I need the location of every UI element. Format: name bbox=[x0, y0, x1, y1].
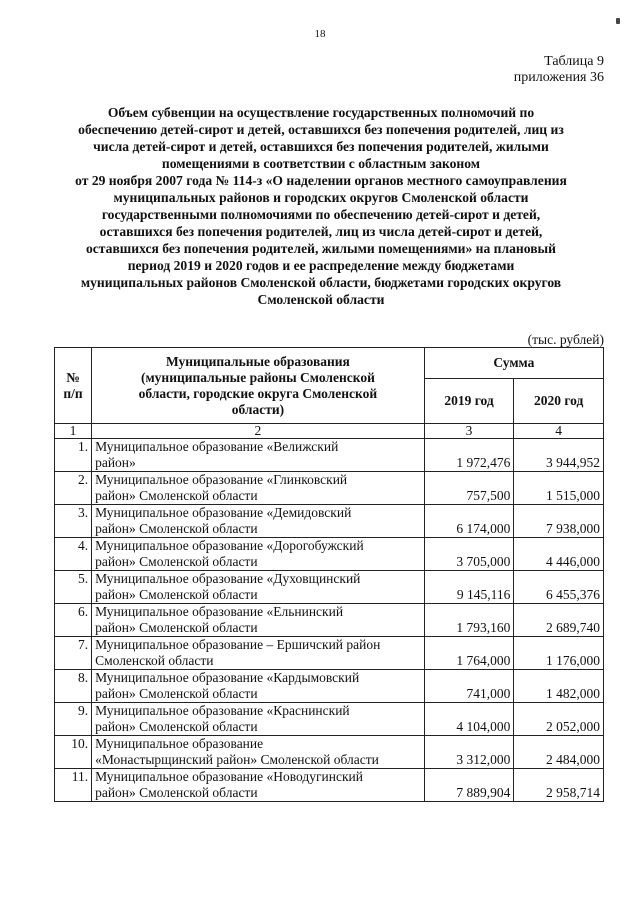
document-title bbox=[56, 104, 586, 308]
municipality-name-line: район» Смоленской области bbox=[95, 686, 258, 701]
municipality-name bbox=[92, 472, 425, 505]
municipality-name bbox=[92, 703, 425, 736]
municipality-name-line: район» Смоленской области bbox=[95, 554, 258, 569]
amount-2020: 1 515,000 bbox=[514, 472, 604, 505]
municipality-name-line: Муниципальное образование – Ершичский район bbox=[95, 637, 381, 652]
row-number: 1. bbox=[55, 439, 92, 472]
municipality-name-line: Муниципальное образование «Ельнинский bbox=[95, 604, 344, 619]
amount-2019: 1 764,000 bbox=[424, 637, 514, 670]
subsidy-table bbox=[54, 347, 604, 802]
amount-2019: 1 972,476 bbox=[424, 439, 514, 472]
title-line: от 29 ноября 2007 года № 114-з «О наделении органов местного самоуправления bbox=[75, 173, 567, 188]
title-line: государственными полномочиями по обеспечению детей-сирот и детей, bbox=[101, 207, 541, 222]
municipality-name bbox=[92, 670, 425, 703]
municipality-name-line: Муниципальное образование «Дорогобужский bbox=[95, 538, 364, 553]
amount-2020: 2 484,000 bbox=[514, 736, 604, 769]
municipality-name-line: район» Смоленской области bbox=[95, 785, 258, 800]
municipality-name bbox=[92, 637, 425, 670]
title-line: оставшихся без попечения родителей, жилыми помещениями» на плановый bbox=[85, 241, 557, 256]
table-row bbox=[55, 472, 604, 505]
municipality-name bbox=[92, 439, 425, 472]
municipality-name bbox=[92, 538, 425, 571]
title-line: муниципальных районов и городских округов Смоленской области bbox=[113, 190, 529, 205]
header-municipality-line: области) bbox=[231, 401, 285, 417]
municipality-name bbox=[92, 769, 425, 802]
table-row bbox=[55, 769, 604, 802]
header-sum: Сумма bbox=[424, 348, 603, 379]
amount-2019: 4 104,000 bbox=[424, 703, 514, 736]
municipality-name-line: «Монастырщинский район» Смоленской области bbox=[95, 752, 379, 767]
table-row bbox=[55, 637, 604, 670]
header-number bbox=[55, 348, 92, 424]
header-year-2020: 2020 год bbox=[514, 379, 604, 424]
amount-2020: 4 446,000 bbox=[514, 538, 604, 571]
row-number: 7. bbox=[55, 637, 92, 670]
column-index: 1 bbox=[55, 424, 92, 439]
row-number: 4. bbox=[55, 538, 92, 571]
header-municipality-line: Муниципальные образования bbox=[165, 353, 350, 369]
caption-line-1: Таблица 9 bbox=[544, 54, 604, 69]
header-municipality-line: области, городские округа Смоленской bbox=[138, 385, 378, 401]
title-line: обеспечению детей-сирот и детей, оставшихся без попечения родителей, лиц из bbox=[78, 122, 564, 137]
municipality-name bbox=[92, 604, 425, 637]
amount-2019: 741,000 bbox=[424, 670, 514, 703]
table-row bbox=[55, 571, 604, 604]
amount-2019: 9 145,116 bbox=[424, 571, 514, 604]
municipality-name-line: район» Смоленской области bbox=[95, 488, 258, 503]
column-index: 3 bbox=[424, 424, 514, 439]
row-number: 5. bbox=[55, 571, 92, 604]
municipality-name-line: Муниципальное образование bbox=[95, 736, 264, 751]
municipality-name-line: район» Смоленской области bbox=[95, 587, 258, 602]
title-line: помещениями в соответствии с областным законом bbox=[161, 156, 481, 171]
title-line: Смоленской области bbox=[257, 292, 385, 307]
amount-2020: 6 455,376 bbox=[514, 571, 604, 604]
caption-line-2: приложения 36 bbox=[513, 70, 604, 85]
municipality-name-line: район» Смоленской области bbox=[95, 719, 258, 734]
title-line: числа детей-сирот и детей, оставшихся без попечения родителей, жилыми bbox=[93, 139, 549, 154]
amount-2020: 1 176,000 bbox=[514, 637, 604, 670]
title-line: Объем субвенции на осуществление государственных полномочий по bbox=[107, 105, 535, 120]
title-line: период 2019 и 2020 годов и ее распределение между бюджетами bbox=[127, 258, 515, 273]
municipality-name-line: Муниципальное образование «Велижский bbox=[95, 439, 339, 454]
header-number-line: п/п bbox=[63, 385, 83, 401]
row-number: 10. bbox=[55, 736, 92, 769]
amount-2019: 3 312,000 bbox=[424, 736, 514, 769]
amount-2020: 3 944,952 bbox=[514, 439, 604, 472]
municipality-name-line: Смоленской области bbox=[95, 653, 214, 668]
header-year-2019: 2019 год bbox=[424, 379, 514, 424]
municipality-name-line: Муниципальное образование «Глинковский bbox=[95, 472, 348, 487]
municipality-name-line: Муниципальное образование «Демидовский bbox=[95, 505, 352, 520]
amount-2019: 3 705,000 bbox=[424, 538, 514, 571]
amount-2020: 1 482,000 bbox=[514, 670, 604, 703]
row-number: 9. bbox=[55, 703, 92, 736]
table-row bbox=[55, 538, 604, 571]
table-row bbox=[55, 505, 604, 538]
table-row bbox=[55, 736, 604, 769]
row-number: 3. bbox=[55, 505, 92, 538]
municipality-name-line: Муниципальное образование «Кардымовский bbox=[95, 670, 360, 685]
municipality-name-line: район» Смоленской области bbox=[95, 521, 258, 536]
column-index: 2 bbox=[92, 424, 425, 439]
table-row bbox=[55, 439, 604, 472]
table-row bbox=[55, 670, 604, 703]
municipality-name-line: район» Смоленской области bbox=[95, 620, 258, 635]
row-number: 6. bbox=[55, 604, 92, 637]
header-municipality-line: (муниципальные районы Смоленской bbox=[140, 369, 375, 385]
amount-2020: 2 052,000 bbox=[514, 703, 604, 736]
scan-speck bbox=[616, 18, 620, 24]
amount-2020: 2 689,740 bbox=[514, 604, 604, 637]
column-index: 4 bbox=[514, 424, 604, 439]
table-row bbox=[55, 604, 604, 637]
table-caption bbox=[514, 54, 604, 86]
row-number: 2. bbox=[55, 472, 92, 505]
amount-2019: 6 174,000 bbox=[424, 505, 514, 538]
units-label: (тыс. рублей) bbox=[527, 332, 604, 347]
header-number-line: № bbox=[66, 369, 80, 385]
municipality-name-line: Муниципальное образование «Новодугинский bbox=[95, 769, 363, 784]
title-line: муниципальных районов Смоленской области, бюджетами городских округов bbox=[80, 275, 562, 290]
header-municipality bbox=[92, 348, 425, 424]
title-line: оставшихся без попечения родителей, лиц из числа детей-сирот и детей, bbox=[99, 224, 543, 239]
row-number: 8. bbox=[55, 670, 92, 703]
amount-2020: 7 938,000 bbox=[514, 505, 604, 538]
municipality-name-line: Муниципальное образование «Духовщинский bbox=[95, 571, 361, 586]
municipality-name-line: район» bbox=[95, 455, 136, 470]
amount-2020: 2 958,714 bbox=[514, 769, 604, 802]
municipality-name-line: Муниципальное образование «Краснинский bbox=[95, 703, 350, 718]
column-index-row bbox=[55, 424, 604, 439]
header-row bbox=[55, 348, 604, 379]
municipality-name bbox=[92, 736, 425, 769]
amount-2019: 1 793,160 bbox=[424, 604, 514, 637]
municipality-name bbox=[92, 505, 425, 538]
row-number: 11. bbox=[55, 769, 92, 802]
amount-2019: 757,500 bbox=[424, 472, 514, 505]
amount-2019: 7 889,904 bbox=[424, 769, 514, 802]
page-number: 18 bbox=[314, 28, 326, 40]
table-row bbox=[55, 703, 604, 736]
municipality-name bbox=[92, 571, 425, 604]
